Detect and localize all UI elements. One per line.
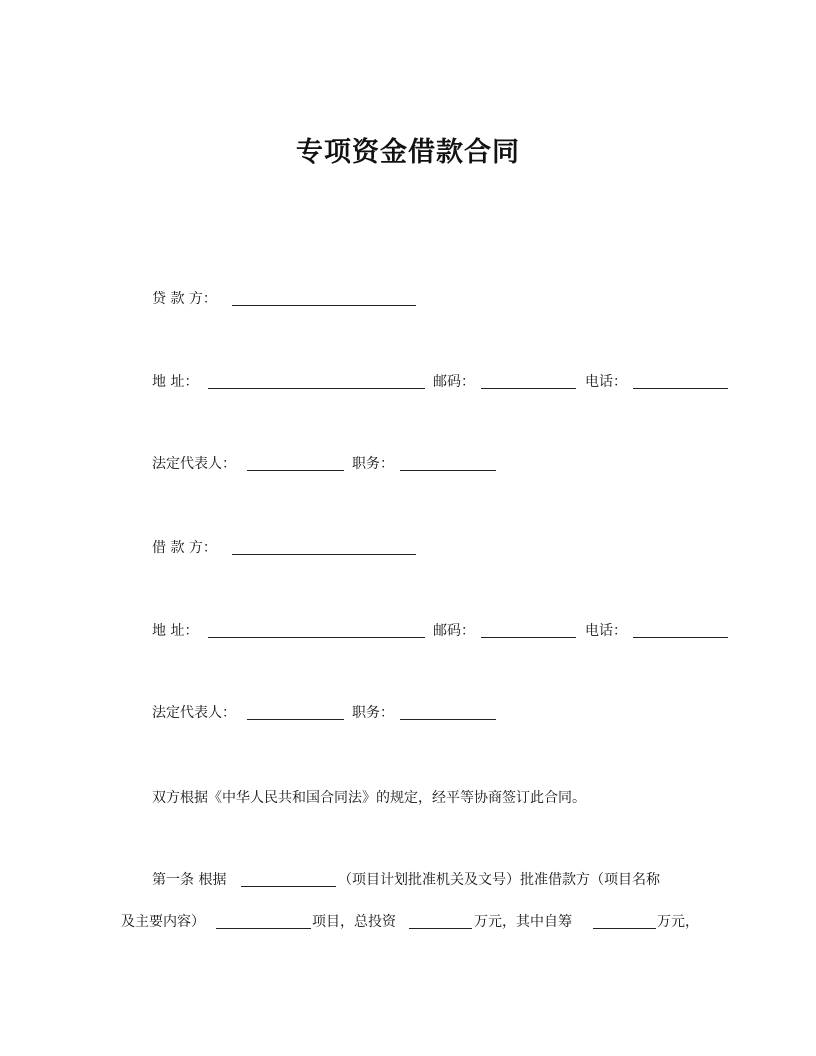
lender-address-field[interactable] bbox=[208, 388, 425, 389]
lender-rep-field[interactable] bbox=[247, 470, 344, 471]
lender-postcode-label: 邮码： bbox=[433, 374, 475, 390]
intro-paragraph: 双方根据《中华人民共和国合同法》的规定，经平等协商签订此合同。 bbox=[152, 790, 586, 806]
borrower-address-label: 地 址： bbox=[152, 623, 199, 639]
lender-postcode-field[interactable] bbox=[481, 388, 576, 389]
borrower-postcode-field[interactable] bbox=[481, 637, 576, 638]
article1-text-1: 第一条 根据 bbox=[152, 872, 227, 888]
total-investment-field[interactable] bbox=[409, 928, 472, 929]
article1-text-5: 万元，其中自筹 bbox=[474, 914, 572, 930]
borrower-phone-field[interactable] bbox=[633, 637, 728, 638]
borrower-position-field[interactable] bbox=[400, 719, 496, 720]
borrower-label: 借 款 方： bbox=[152, 540, 217, 556]
lender-rep-label: 法定代表人： bbox=[152, 456, 236, 472]
lender-address-label: 地 址： bbox=[152, 374, 199, 390]
lender-field[interactable] bbox=[232, 305, 416, 306]
lender-position-label: 职务： bbox=[352, 456, 394, 472]
borrower-address-field[interactable] bbox=[208, 637, 425, 638]
borrower-postcode-label: 邮码： bbox=[433, 623, 475, 639]
borrower-position-label: 职务： bbox=[352, 705, 394, 721]
lender-position-field[interactable] bbox=[400, 470, 496, 471]
article1-text-2: （项目计划批准机关及文号）批准借款方（项目名称 bbox=[338, 872, 660, 888]
lender-phone-label: 电话： bbox=[585, 374, 627, 390]
borrower-rep-field[interactable] bbox=[247, 719, 344, 720]
borrower-field[interactable] bbox=[232, 554, 416, 555]
self-raised-field[interactable] bbox=[593, 928, 656, 929]
borrower-phone-label: 电话： bbox=[585, 623, 627, 639]
project-name-field[interactable] bbox=[216, 928, 311, 929]
approval-authority-field[interactable] bbox=[241, 886, 336, 887]
article1-text-3: 及主要内容） bbox=[121, 914, 205, 930]
article1-text-6: 万元， bbox=[657, 914, 699, 930]
article1-text-4: 项目，总投资 bbox=[312, 914, 396, 930]
borrower-rep-label: 法定代表人： bbox=[152, 705, 236, 721]
lender-phone-field[interactable] bbox=[633, 388, 728, 389]
lender-label: 贷 款 方： bbox=[152, 291, 217, 307]
document-title: 专项资金借款合同 bbox=[296, 137, 520, 168]
